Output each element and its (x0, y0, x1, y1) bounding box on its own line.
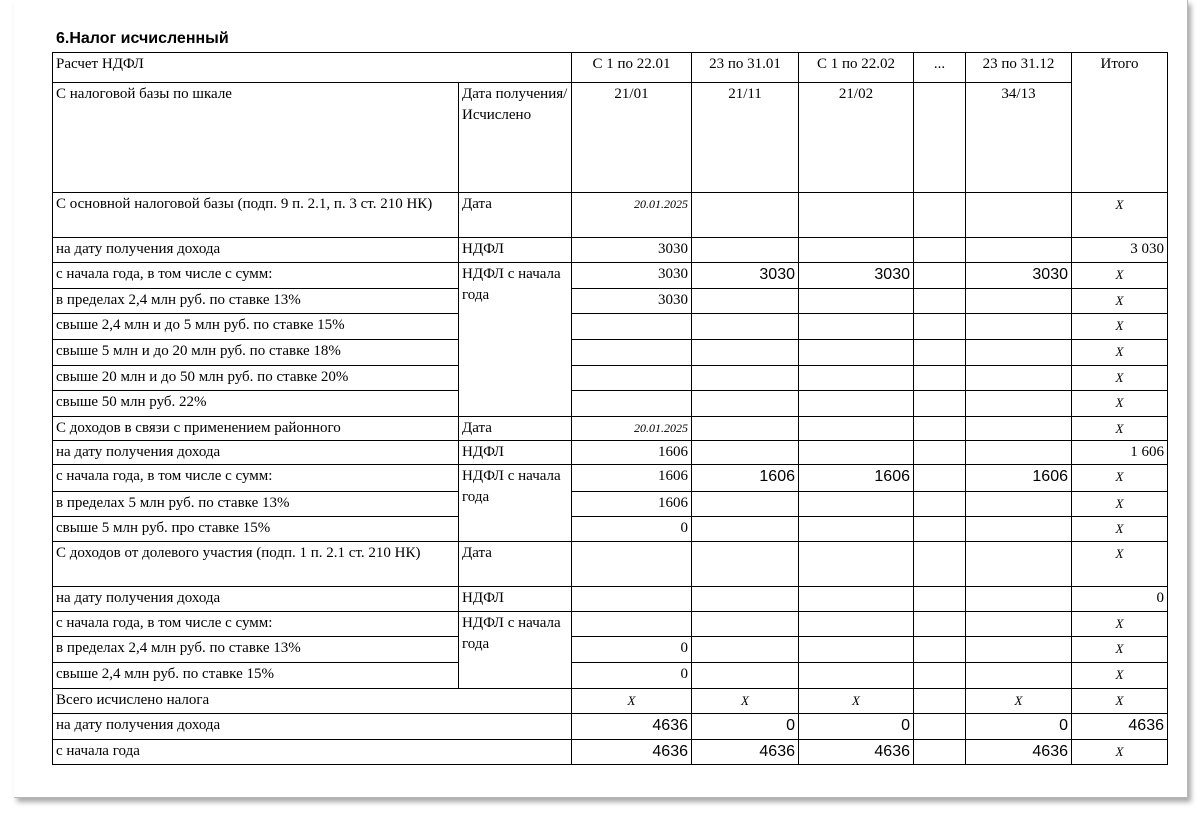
ndfl-label: НДФЛ (459, 587, 572, 612)
value-cell (914, 238, 966, 263)
total-header: Итого (1072, 53, 1168, 193)
scale-label: С налоговой базы по шкале (53, 83, 459, 193)
table-row (53, 465, 1168, 492)
value-cell: 1606 (966, 465, 1072, 492)
ndfl-ytd-label: НДФЛ с начала года (459, 263, 572, 417)
row-label: свыше 5 млн и до 20 млн руб. по ставке 18% (53, 340, 459, 366)
period-ellipsis: ... (914, 53, 966, 83)
ndfl-calculation-table (52, 52, 1168, 765)
table-row (53, 587, 1168, 612)
row-label: с начала года, в том числе с сумм: (53, 465, 459, 492)
table-row (53, 663, 1168, 689)
value-cell: 0 (799, 714, 914, 740)
table-row (53, 289, 1168, 314)
x-mark: X (1072, 366, 1168, 391)
row-label: на дату получения дохода (53, 587, 459, 612)
ndfl-label: НДФЛ (459, 441, 572, 465)
table-row (53, 689, 1168, 714)
x-mark: X (1072, 314, 1168, 340)
value-cell (692, 238, 799, 263)
row-label: свыше 5 млн руб. про ставке 15% (53, 517, 459, 542)
section-title: 6.Налог исчисленный (56, 30, 229, 47)
x-mark: X (1072, 689, 1168, 714)
table-row (53, 637, 1168, 663)
value-cell: 3030 (692, 263, 799, 289)
value-cell: 0 (572, 517, 692, 542)
base-equity-title: С доходов от долевого участия (подп. 1 п. 2.1 ст. 210 НК) (53, 542, 459, 587)
value-cell (799, 238, 914, 263)
table-row (53, 714, 1168, 740)
value-cell: 0 (966, 714, 1072, 740)
row-label: с начала года, в том числе с сумм: (53, 263, 459, 289)
value-cell: 4636 (572, 714, 692, 740)
row-label: в пределах 5 млн руб. по ставке 13% (53, 492, 459, 517)
value-cell: 3030 (572, 238, 692, 263)
x-mark: X (1072, 340, 1168, 366)
header-row (53, 53, 1168, 83)
table-row (53, 441, 1168, 465)
value-cell (914, 714, 966, 740)
value-cell: 4636 (966, 740, 1072, 765)
code-2: 21/11 (692, 83, 799, 193)
row-label: свыше 2,4 млн и до 5 млн руб. по ставке 15% (53, 314, 459, 340)
value-cell (914, 263, 966, 289)
date-label: Дата (459, 417, 572, 441)
value-cell: 1606 (572, 492, 692, 517)
x-mark: X (799, 689, 914, 714)
x-mark: X (572, 689, 692, 714)
table-row (53, 612, 1168, 637)
x-mark: X (1072, 391, 1168, 417)
code-3: 21/02 (799, 83, 914, 193)
value-cell: 1606 (799, 465, 914, 492)
value-cell: 3030 (572, 289, 692, 314)
value-cell: 1606 (692, 465, 799, 492)
value-cell: 4636 (692, 740, 799, 765)
date-value: 20.01.2025 (572, 193, 692, 238)
x-mark: X (1072, 465, 1168, 492)
table-row (53, 193, 1168, 238)
row-label: с начала года, в том числе с сумм: (53, 612, 459, 637)
x-mark: X (1072, 637, 1168, 663)
x-mark: X (1072, 417, 1168, 441)
row-label: свыше 50 млн руб. 22% (53, 391, 459, 417)
date-label: Дата (459, 193, 572, 238)
value-cell (914, 740, 966, 765)
x-mark: X (692, 689, 799, 714)
table-row (53, 417, 1168, 441)
ndfl-c-ytd-label: НДФЛ с начала года (459, 465, 572, 542)
row-label: свыше 20 млн и до 50 млн руб. по ставке 20% (53, 366, 459, 391)
x-mark: X (1072, 289, 1168, 314)
base-main-title: С основной налоговой базы (подп. 9 п. 2.1, п. 3 ст. 210 НК) (53, 193, 459, 238)
row-label: на дату получения дохода (53, 238, 459, 263)
date-value: 20.01.2025 (572, 417, 692, 441)
x-mark: X (1072, 542, 1168, 587)
value-cell: 0 (692, 714, 799, 740)
date-calc-label: Дата получения/Исчислено (459, 83, 572, 193)
period-1: С 1 по 22.01 (572, 53, 692, 83)
total-cell: 4636 (1072, 714, 1168, 740)
value-cell: 4636 (572, 740, 692, 765)
code-5: 34/13 (966, 83, 1072, 193)
x-mark: X (1072, 263, 1168, 289)
ndfl-ytd-label: НДФЛ с начала года (459, 612, 572, 689)
table-row (53, 314, 1168, 340)
row-label: на дату получения дохода (53, 714, 572, 740)
x-mark: X (1072, 663, 1168, 689)
value-cell: 1606 (572, 465, 692, 492)
date-label: Дата (459, 542, 572, 587)
x-mark: X (1072, 517, 1168, 542)
table-row (53, 238, 1168, 263)
row-label: с начала года (53, 740, 572, 765)
period-3: С 1 по 22.02 (799, 53, 914, 83)
value-cell (966, 238, 1072, 263)
table-row (53, 492, 1168, 517)
value-cell (914, 465, 966, 492)
period-2: 23 по 31.01 (692, 53, 799, 83)
total-cell: 3 030 (1072, 238, 1168, 263)
table-row (53, 391, 1168, 417)
row-label: в пределах 2,4 млн руб. по ставке 13% (53, 637, 459, 663)
calc-label: Расчет НДФЛ (53, 53, 572, 83)
table-row (53, 740, 1168, 765)
x-mark: X (966, 689, 1072, 714)
totals-title: Всего исчислено налога (53, 689, 572, 714)
value-cell: 0 (572, 663, 692, 689)
ndfl-label: НДФЛ (459, 238, 572, 263)
value-cell: 4636 (799, 740, 914, 765)
table-row (53, 542, 1168, 587)
row-label: на дату получения дохода (53, 441, 459, 465)
x-mark: X (1072, 193, 1168, 238)
value-cell: 3030 (966, 263, 1072, 289)
table-row (53, 366, 1168, 391)
value-cell: 0 (572, 637, 692, 663)
table-row (53, 263, 1168, 289)
x-mark: X (1072, 492, 1168, 517)
total-cell: 0 (1072, 587, 1168, 612)
table-row (53, 340, 1168, 366)
value-cell: 1606 (572, 441, 692, 465)
header-row (53, 83, 1168, 193)
value-cell: 3030 (572, 263, 692, 289)
total-cell: 1 606 (1072, 441, 1168, 465)
code-4 (914, 83, 966, 193)
table-row (53, 517, 1168, 542)
code-1: 21/01 (572, 83, 692, 193)
x-mark: X (1072, 740, 1168, 765)
value-cell: 3030 (799, 263, 914, 289)
row-label: в пределах 2,4 млн руб. по ставке 13% (53, 289, 459, 314)
x-mark: X (1072, 612, 1168, 637)
period-5: 23 по 31.12 (966, 53, 1072, 83)
base-regional-title: С доходов в связи с применением районного (53, 417, 459, 441)
row-label: свыше 2,4 млн руб. по ставке 15% (53, 663, 459, 689)
